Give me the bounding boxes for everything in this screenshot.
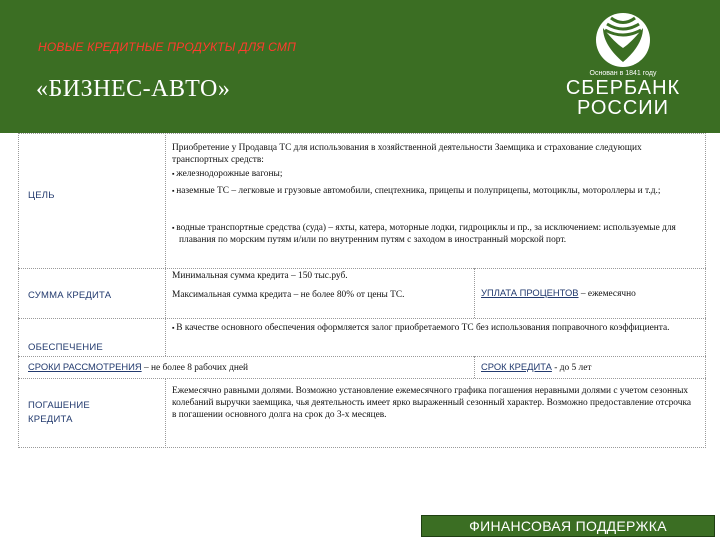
table-divider [165, 133, 166, 356]
table-divider [474, 356, 475, 378]
table-divider [474, 268, 475, 318]
logo-name-line2: РОССИИ [576, 97, 670, 119]
collateral-label: ОБЕСПЕЧЕНИЕ [28, 342, 103, 353]
repayment-label-line1: ПОГАШЕНИЕ [28, 400, 90, 411]
row-divider [18, 268, 706, 269]
purpose-label: ЦЕЛЬ [28, 190, 55, 201]
row-divider [18, 378, 706, 379]
purpose-item: ▪ железнодорожные вагоны; [172, 168, 704, 180]
purpose-item: ▪ водные транспортные средства (суда) – яхты, катера, моторные лодки, гидроциклы и пр., за исключением: используемые для плавания по морским путям и/или по внутренним путям с заходом в иностранный морской порт. [172, 222, 704, 246]
review-cell [28, 361, 468, 374]
sberbank-emblem-icon [593, 10, 653, 70]
purpose-item: ▪ наземные ТС – легковые и грузовые автомобили, спецтехника, прицепы и полуприцепы, мотоциклы, мотороллеры и т.д.; [172, 185, 704, 197]
amount-min: Минимальная сумма кредита – 150 тыс.руб. [172, 271, 348, 281]
table-divider [165, 378, 166, 446]
interest-cell [481, 287, 701, 300]
row-divider [18, 318, 706, 319]
interest-label: УПЛАТА ПРОЦЕНТОВ [481, 287, 579, 298]
row-divider [18, 356, 706, 357]
repayment-text: Ежемесячно равными долями. Возможно установление ежемесячного графика погашения неравными долями с учетом сезонных колебаний выручки заемщика, чья деятельность имеет ярко выраженный сезонный характер. Возможно предоставление отсрочка в погашении основного долга на срок до 3-х месяцев. [172, 386, 692, 421]
page-subtitle: НОВЫЕ КРЕДИТНЫЕ ПРОДУКТЫ ДЛЯ СМП [38, 40, 296, 54]
logo-name-line1: СБЕРБАНК [565, 77, 681, 99]
sberbank-logo [548, 10, 698, 120]
term-value: - до 5 лет [551, 363, 592, 373]
page-title: «БИЗНЕС-АВТО» [36, 76, 231, 102]
term-label: СРОК КРЕДИТА [481, 361, 552, 372]
term-cell [481, 361, 701, 374]
review-value: – не более 8 рабочих дней [141, 363, 249, 373]
logo-tagline: Основан в 1841 году [589, 70, 657, 77]
collateral-text: ▪ В качестве основного обеспечения оформляется залог приобретаемого ТС без использования поправочного коэффициента. [172, 322, 704, 334]
interest-value: – ежемесячно [578, 289, 636, 299]
header-bar [0, 0, 720, 133]
repayment-label-line2: КРЕДИТА [28, 414, 73, 425]
amount-max: Максимальная сумма кредита – не более 80% от цены ТС. [172, 290, 405, 300]
review-label: СРОКИ РАССМОТРЕНИЯ [28, 361, 142, 372]
amount-label: СУММА КРЕДИТА [28, 290, 112, 301]
financial-support-button[interactable]: ФИНАНСОВАЯ ПОДДЕРЖКА [421, 515, 715, 537]
purpose-intro: Приобретение у Продавца ТС для использования в хозяйственной деятельности Заемщика и страхование следующих транспортных средств: [172, 143, 642, 166]
